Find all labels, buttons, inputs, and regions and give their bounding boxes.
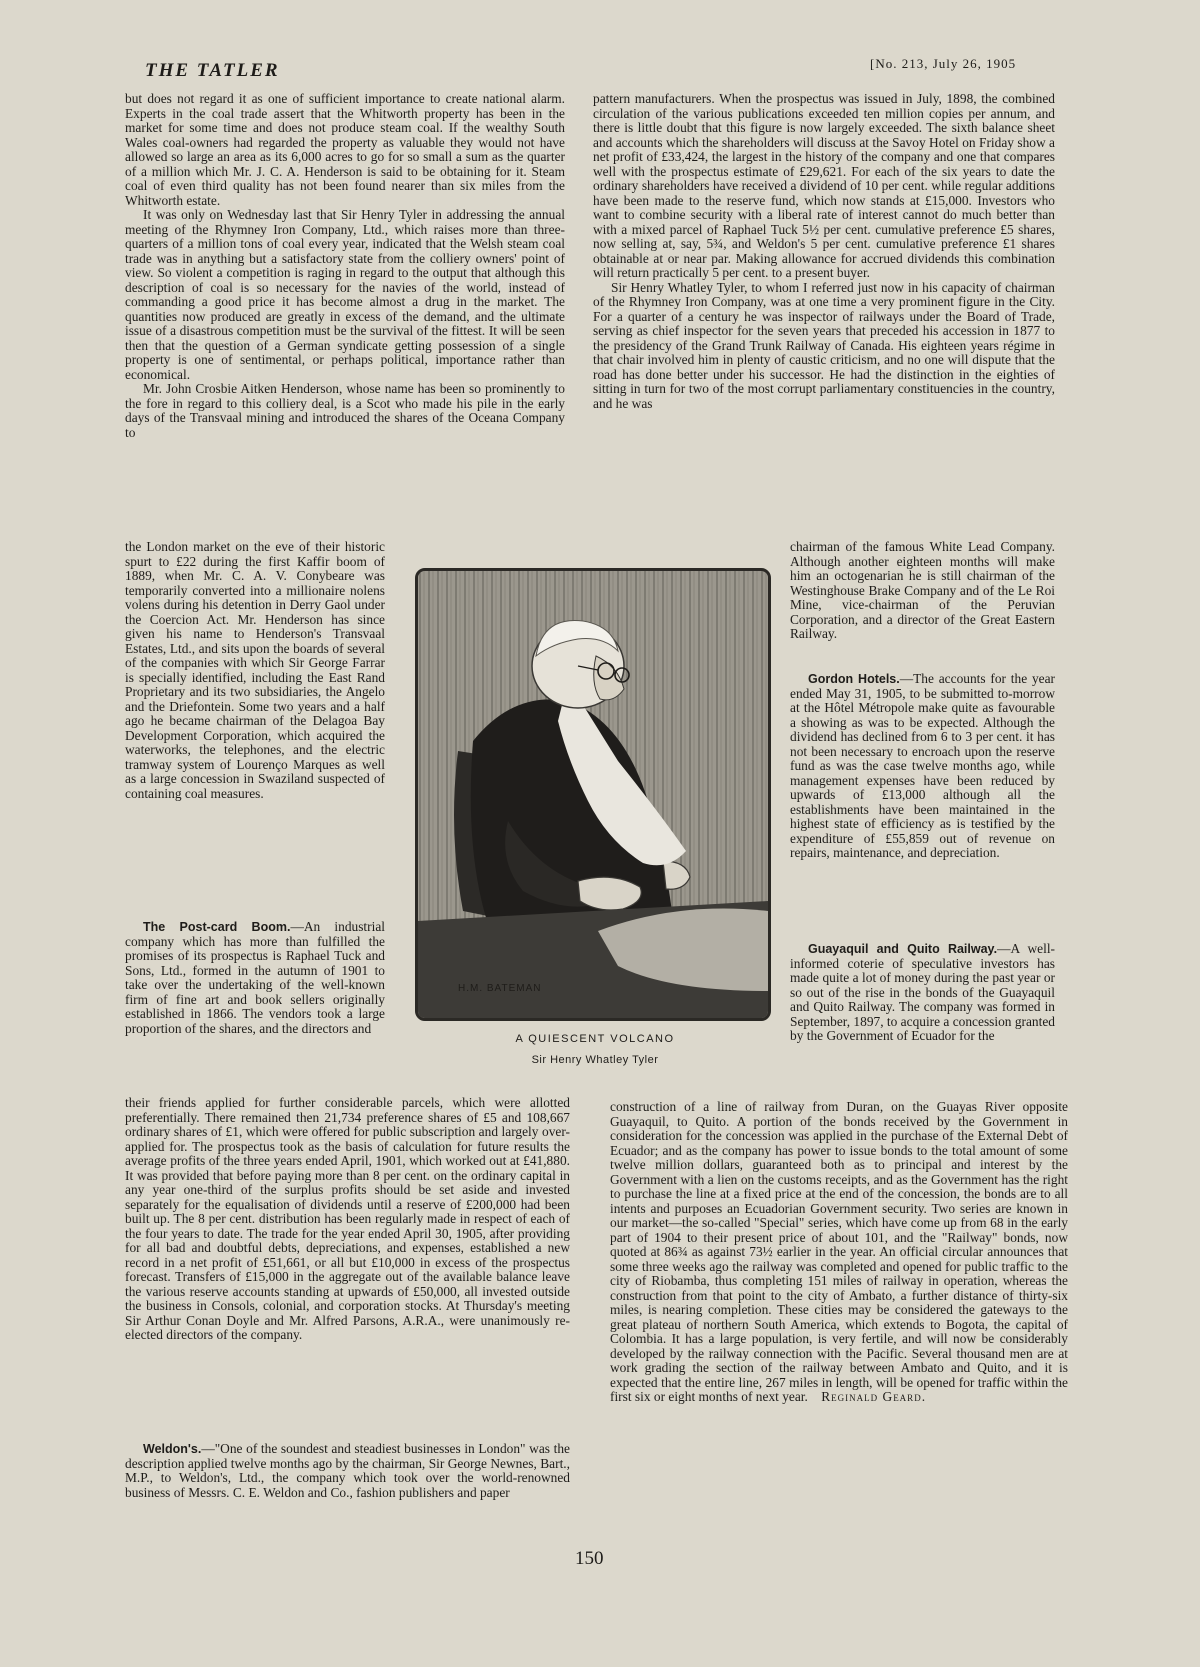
guayaquil-section-wide [610,1100,1068,1532]
publication-title: THE TATLER [145,60,280,81]
weldons-heading: Weldon's. [143,1442,202,1456]
postcard-body-narrow: —An industrial company which has more than fulfilled the promises of its prospectus is Raphael Tuck and Sons, Ltd., formed in the autumn of 1901 to take over the undertaking of the well-known firm of fine art and book sellers originally established in 1866. The vendors took a large proportion of the shares, and the directors and [125,920,385,1036]
weldons-body: —"One of the soundest and steadiest businesses in London" was the description applied twelve months ago by the chairman, Sir George Newnes, Bart., M.P., to Weldon's, Ltd., the company which took over the world-renowned business of Messrs. C. E. Weldon and Co., fashion publishers and paper [125,1442,570,1500]
paragraph-weldons-continued: pattern manufacturers. When the prospectus was issued in July, 1898, the combined circulation of the various publications exceeded ten million copies per annum, and there is little doubt that this figure is now largely exceeded. The sixth balance sheet and accounts which the shareholders will discuss at the Savoy Hotel on Friday show a net profit of £33,424, the largest in the history of the company and one that compares well with the prospectus estimate of £29,621. For each of the six years to date the ordinary shareholders have received a dividend of 10 per cent. while regular additions have been made to the reserve fund, which now stands at £15,000. Investors who want to combine security with a liberal rate of interest cannot do much better than with a mixed parcel of Raphael Tuck 5½ per cent. cumulative preference £5 shares, now selling at, say, 5¾, and Weldon's 5 per cent. cumulative preference £1 shares obtainable at or near par. Making allowance for accrued dividends this combination will return practically 5 per cent. to a present buyer. [593,92,1055,280]
page-number: 150 [575,1548,604,1569]
guayaquil-section-narrow [790,942,1055,1100]
gordon-body: —The accounts for the year ended May 31, 1905, to be submitted to-morrow at the Hôtel Métropole make quite as favourable a showing as was to be expected. Although the dividend has declined from 6 to 3 per cent. it has not been necessary to encroach upon the reserve fund as was the case twelve months ago, while management expenses have been reduced by upwards of £13,000 although all the establishments have been maintained in the highest state of efficiency as is testified by the expenditure of £55,859 out of revenue on repairs, maintenance, and depreciation. [790,672,1055,860]
gordon-hotels-section [790,672,1055,934]
caption-subtitle: Sir Henry Whatley Tyler [531,1054,659,1066]
right-column-top [593,92,1055,540]
caricature-drawing [418,571,768,1018]
right-column-narrow-tyler [790,540,1055,665]
postcard-section-narrow [125,920,385,1095]
guayaquil-body-narrow: —A well-informed coterie of speculative investors has made quite a lot of money during the past year or so out of the rise in the bonds of the Guayaquil and Quito Railway. The company was formed in September, 1897, to acquire a concession granted by the Government of Ecuador for the [790,942,1055,1043]
left-column-top [125,92,565,540]
author-signature: Reginald Geard. [821,1389,927,1404]
paragraph-henderson: Mr. John Crosbie Aitken Henderson, whose name has been so prominently to the fore in regard to this colliery deal, is a Scot who made his pile in the early days of the Transvaal mining and introduced the shares of the Oceana Company to [125,381,565,440]
postcard-heading: The Post-card Boom. [143,920,291,934]
caption-title: A QUIESCENT VOLCANO [515,1033,675,1045]
paragraph-rhymney: It was only on Wednesday last that Sir Henry Tyler in addressing the annual meeting of the Rhymney Iron Company, Ltd., which raises more than three-quarters of a million tons of coal every year, indicated that the Welsh steam coal trade was in anything but a satisfactory state from the colliery owners' point of view. So violent a competition is raging in regard to the output that although this description of coal is so necessary for the navies of the world, instead of commanding a good price it has become almost a drug in the market. The quantities now produced are greatly in excess of the demand, and the ultimate issue of a disastrous competition must be the survival of the fittest. It will be seen then that the question of a German syndicate getting possession of a single property is one of sentimental, or perhaps political, importance rather than economical. [125,207,565,382]
guayaquil-body-wide: construction of a line of railway from Duran, on the Guayas River opposite Guayaquil, to Quito. A portion of the bonds received by the Government in consideration for the concession was applied in the purchase of the External Debt of Ecuador; and as the company has power to issue bonds to the total amount of some twelve million dollars, guaranteed both as to principal and interest by the Government with a lien on the customs receipts, and as the Government has the right to purchase the line at a fixed price at the end of the concession, the bonds are to all intents and purposes an Ecuadorian Government security. Two series are known in our market—the so-called "Special" series, which have come up from 68 in the early part of 1904 to their present price of about 101, and the "Railway" bonds, now quoted at 86¾ as against 73½ earlier in the year. An official circular announces that some three weeks ago the railway was completed and opened for public traffic to the city of Riobamba, thus completing 151 miles of railway in operation, whereas the construction from that point to the city of Ambato, a further distance of thirty-six miles, is nearing completion. These cities may be considered the gateways to the great plateau of northern South America, which extends to Bogota, the capital of Colombia. It has a large population, is very fertile, and will now be considerably developed by the railway connection with the Pacific. Several thousand men are at work grading the section of the railway between Ambato and Quito, and it is expected that the entire line, 267 miles in length, will be opened for traffic within the first six or eight months of next year. [610,1100,1068,1404]
weldons-section [125,1442,570,1530]
caricature-illustration [415,568,771,1021]
paragraph-sir-henry-continued: chairman of the famous White Lead Company. Although another eighteen months will make him an octogenarian he is still chairman of the Westinghouse Brake Company and of the Le Roi Mine, vice-chairman of the Peruvian Corporation, and a director of the Great Eastern Railway. [790,540,1055,641]
paragraph-whitworth: but does not regard it as one of sufficient importance to create national alarm. Experts in the coal trade assert that the Whitworth property has been in the market for some time and does not produce steam coal. If the wealthy South Wales coal-owners had regarded the property as valuable they would not have allowed so large an area as its 6,000 acres to go for so small a sum as the quarter of a million which Mr. J. C. A. Henderson is said to be obtaining for it. Steam coal of even third quality has not been found nearer than six miles from the Whitworth estate. [125,92,565,208]
issue-number: [No. 213, July 26, 1905 [870,56,1017,71]
artist-signature: H.M. BATEMAN [458,983,542,994]
paragraph-henderson-continued: the London market on the eve of their historic spurt to £22 during the first Kaffir boom of 1889, when Mr. C. A. V. Conybeare was temporarily converted into a millionaire nolens volens during his detention in Derry Gaol under the Coercion Act. Mr. Henderson has since given his name to Henderson's Transvaal Estates, Ltd., and sits upon the boards of several of the companies with which Sir George Farrar is specially identified, including the East Rand Proprietary and its two subsidiaries, the Angelo and the Driefontein. Some two years and a half ago he became chairman of the Delagoa Bay Development Corporation, which acquired the waterworks, the telephones, and the electric tramway system of Lourenço Marques as well as a large concession in Swaziland suspected of containing coal measures. [125,540,385,801]
guayaquil-heading: Guayaquil and Quito Railway. [808,942,998,956]
gordon-heading: Gordon Hotels. [808,672,900,686]
left-column-narrow [125,540,385,900]
postcard-section-wide [125,1096,570,1434]
paragraph-sir-henry: Sir Henry Whatley Tyler, to whom I referred just now in his capacity of chairman of the Rhymney Iron Company, was at one time a very prominent figure in the City. For a quarter of a century he was inspector of railways under the Board of Trade, serving as chief inspector for the seven years that preceded his accession in 1877 to the presidency of the Grand Trunk Railway of Canada. His eighteen years régime in that chair involved him in plenty of caustic criticism, and no one will dispute that the road has done better under his successor. He had the distinction in the eighties of sitting in turn for two of the most corrupt parliamentary constituencies in the country, and he was [593,279,1055,411]
postcard-body-wide: their friends applied for further considerable parcels, which were allotted preferentially. There remained then 21,734 preference shares of £5 and 108,667 ordinary shares of £1, which were offered for public subscription and largely over-applied for. The prospectus took as the basis of calculation for future results the average profits of the three years ended April, 1901, which worked out at £41,880. It was provided that before paying more than 8 per cent. on the ordinary capital in any year one-third of the surplus profits should be set aside and invested separately for the equalisation of dividends until a reserve of £200,000 had been built up. The 8 per cent. distribution has been regularly made in respect of each of the four years to date. The trade for the year ended April 30, 1905, after providing for all bad and doubtful debts, depreciations, and expenses, established a new record in a net profit of £51,661, or all but £10,000 in excess of the prospectus forecast. Transfers of £15,000 in the aggregate out of the available balance leave the various reserve accounts standing at upwards of £50,000, all invested outside the business in Consols, colonial, and corporation stocks. At Thursday's meeting Sir Arthur Conan Doyle and Mr. Alfred Parsons, A.R.A., were unanimously re-elected directors of the company. [125,1096,570,1342]
